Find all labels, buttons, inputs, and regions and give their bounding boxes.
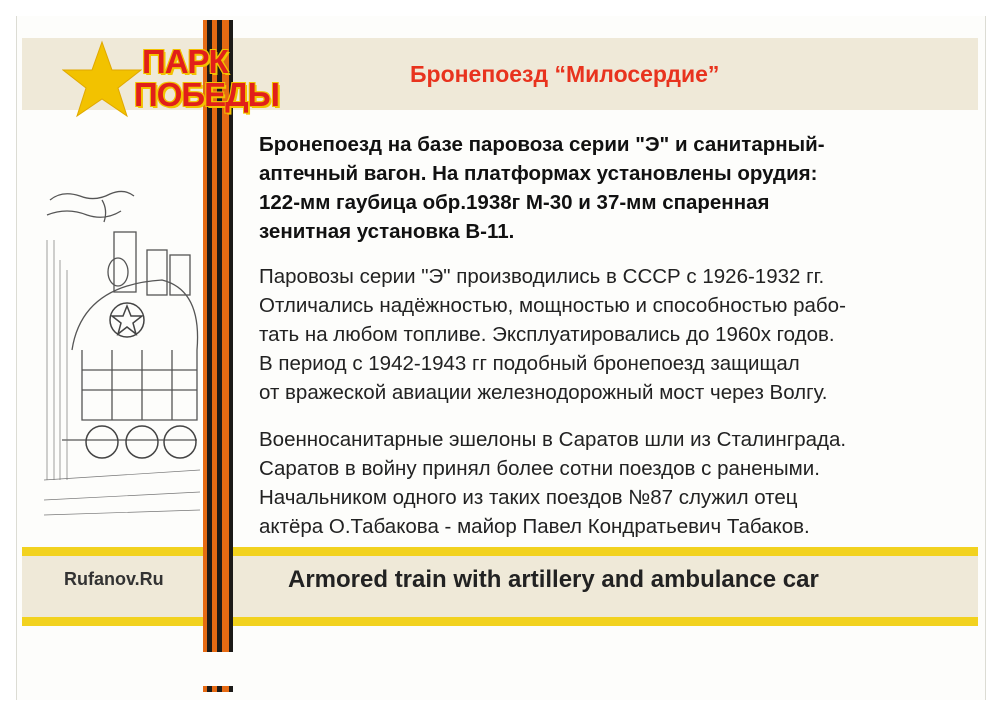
text-line: Военносанитарные эшелоны в Саратов шли из Сталинграда. — [259, 428, 847, 451]
site-credit: Rufanov.Ru — [64, 569, 164, 589]
saratov-paragraph — [259, 425, 846, 541]
locomotive-sketch — [42, 180, 202, 525]
text-line: зенитная установка В-11. — [259, 220, 515, 243]
text-line: Начальником одного из таких поездов №87 служил отец — [259, 486, 798, 509]
yellow-divider-bottom — [22, 617, 978, 626]
st-george-ribbon-tail — [203, 686, 233, 692]
text-line: Саратов в войну принял более сотни поездов с ранеными. — [259, 457, 820, 480]
text-line: Отличались надёжностью, мощностью и способностью рабо- — [259, 294, 846, 317]
text-line: Бронепоезд на базе паровоза серии "Э" и санитарный- — [259, 133, 825, 156]
text-line: Паровозы серии "Э" производились в СССР с 1926-1932 гг. — [259, 265, 825, 288]
text-line: В период с 1942-1943 гг подобный бронепоезд защищал — [259, 352, 800, 375]
english-title: Armored train with artillery and ambulance car — [288, 566, 819, 593]
text-line: аптечный вагон. На платформах установлены орудия: — [259, 162, 818, 185]
yellow-divider-top — [22, 547, 978, 556]
text-line: тать на любом топливе. Эксплуатировались до 1960х годов. — [259, 323, 835, 346]
logo-line1: ПАРК — [142, 43, 228, 80]
text-line: актёра О.Табакова - майор Павел Кондратьевич Табаков. — [259, 515, 810, 538]
logo-line2: ПОБЕДЫ — [134, 76, 279, 113]
intro-paragraph — [259, 130, 825, 246]
park-pobedy-logo — [62, 40, 332, 118]
text-line: от вражеской авиации железнодорожный мост через Волгу. — [259, 381, 828, 404]
star-icon — [62, 40, 142, 118]
history-paragraph — [259, 262, 846, 407]
text-line: 122-мм гаубица обр.1938г М-30 и 37-мм спаренная — [259, 191, 770, 214]
page-title: Бронепоезд “Милосердие” — [410, 61, 720, 87]
